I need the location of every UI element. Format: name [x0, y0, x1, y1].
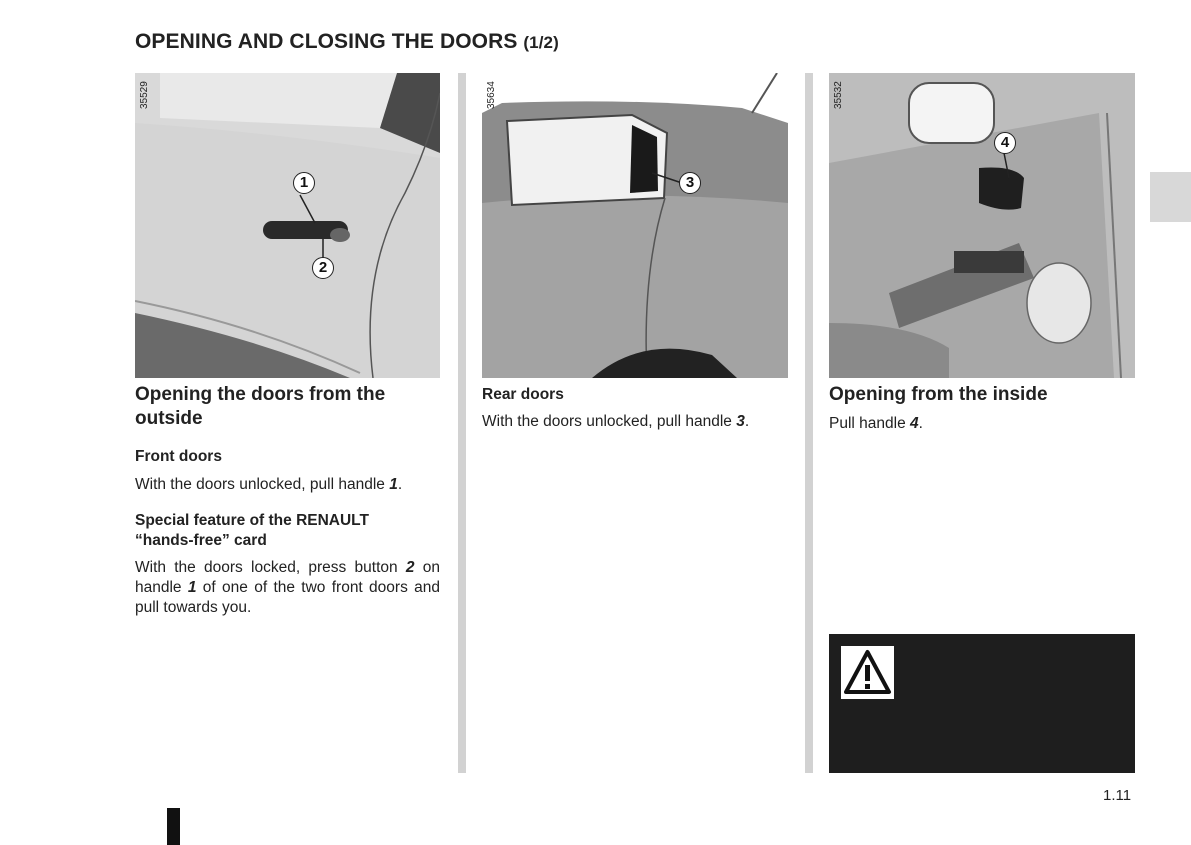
figure-front-door-exterior [135, 73, 440, 378]
warning-icon [841, 646, 894, 699]
text: Pull handle [829, 415, 911, 432]
text: With the doors unlocked, pull handle [482, 413, 737, 430]
page-title [135, 30, 559, 54]
text: . [744, 413, 750, 430]
section-heading-outside: Opening the doors from the outside [135, 384, 386, 429]
figure-code: 35532 [833, 81, 844, 109]
inside-door-illustration [829, 73, 1135, 378]
callout-1: 1 [293, 172, 315, 194]
paragraph-rear-doors [482, 412, 792, 432]
column-divider [458, 73, 466, 773]
text: on handle [135, 559, 440, 596]
figure-code: 35634 [486, 81, 497, 109]
page-title-text: OPENING AND CLOSING THE DOORS [135, 30, 518, 53]
callout-3: 3 [679, 172, 701, 194]
text: With the doors unlocked, pull handle [135, 476, 390, 493]
paragraph-hands-free [135, 558, 440, 618]
figure-code: 35529 [139, 81, 150, 109]
handle-ref: 3 [736, 413, 745, 430]
button-ref: 2 [405, 559, 415, 576]
handle-ref: 1 [389, 476, 398, 493]
text: . [918, 415, 923, 432]
figure-inside-door [829, 73, 1135, 378]
subheading-front-doors: Front doors [135, 448, 222, 465]
figure-rear-door-exterior [482, 73, 788, 378]
page-number: 1.11 [1103, 787, 1132, 804]
rear-door-illustration [482, 73, 788, 378]
warning-box [829, 634, 1135, 773]
text: With the doors locked, press button [135, 559, 406, 576]
text: of one of the two front doors and pull towards you. [135, 579, 440, 616]
handle-ref: 1 [187, 579, 197, 596]
front-door-illustration [135, 73, 440, 378]
subheading-hands-free: Special feature of the RENAULT “hands-free” card [135, 512, 369, 549]
handle-ref: 4 [910, 415, 919, 432]
page-title-part: (1/2) [523, 33, 559, 52]
paragraph-inside [829, 414, 1135, 434]
subheading-rear-doors: Rear doors [482, 386, 564, 403]
section-heading-inside: Opening from the inside [829, 384, 1048, 405]
margin-mark [167, 808, 180, 845]
column-divider [805, 73, 813, 773]
callout-4: 4 [994, 132, 1016, 154]
chapter-tab [1150, 172, 1191, 222]
text: . [397, 476, 403, 493]
callout-2: 2 [312, 257, 334, 279]
paragraph-front-doors [135, 475, 445, 495]
